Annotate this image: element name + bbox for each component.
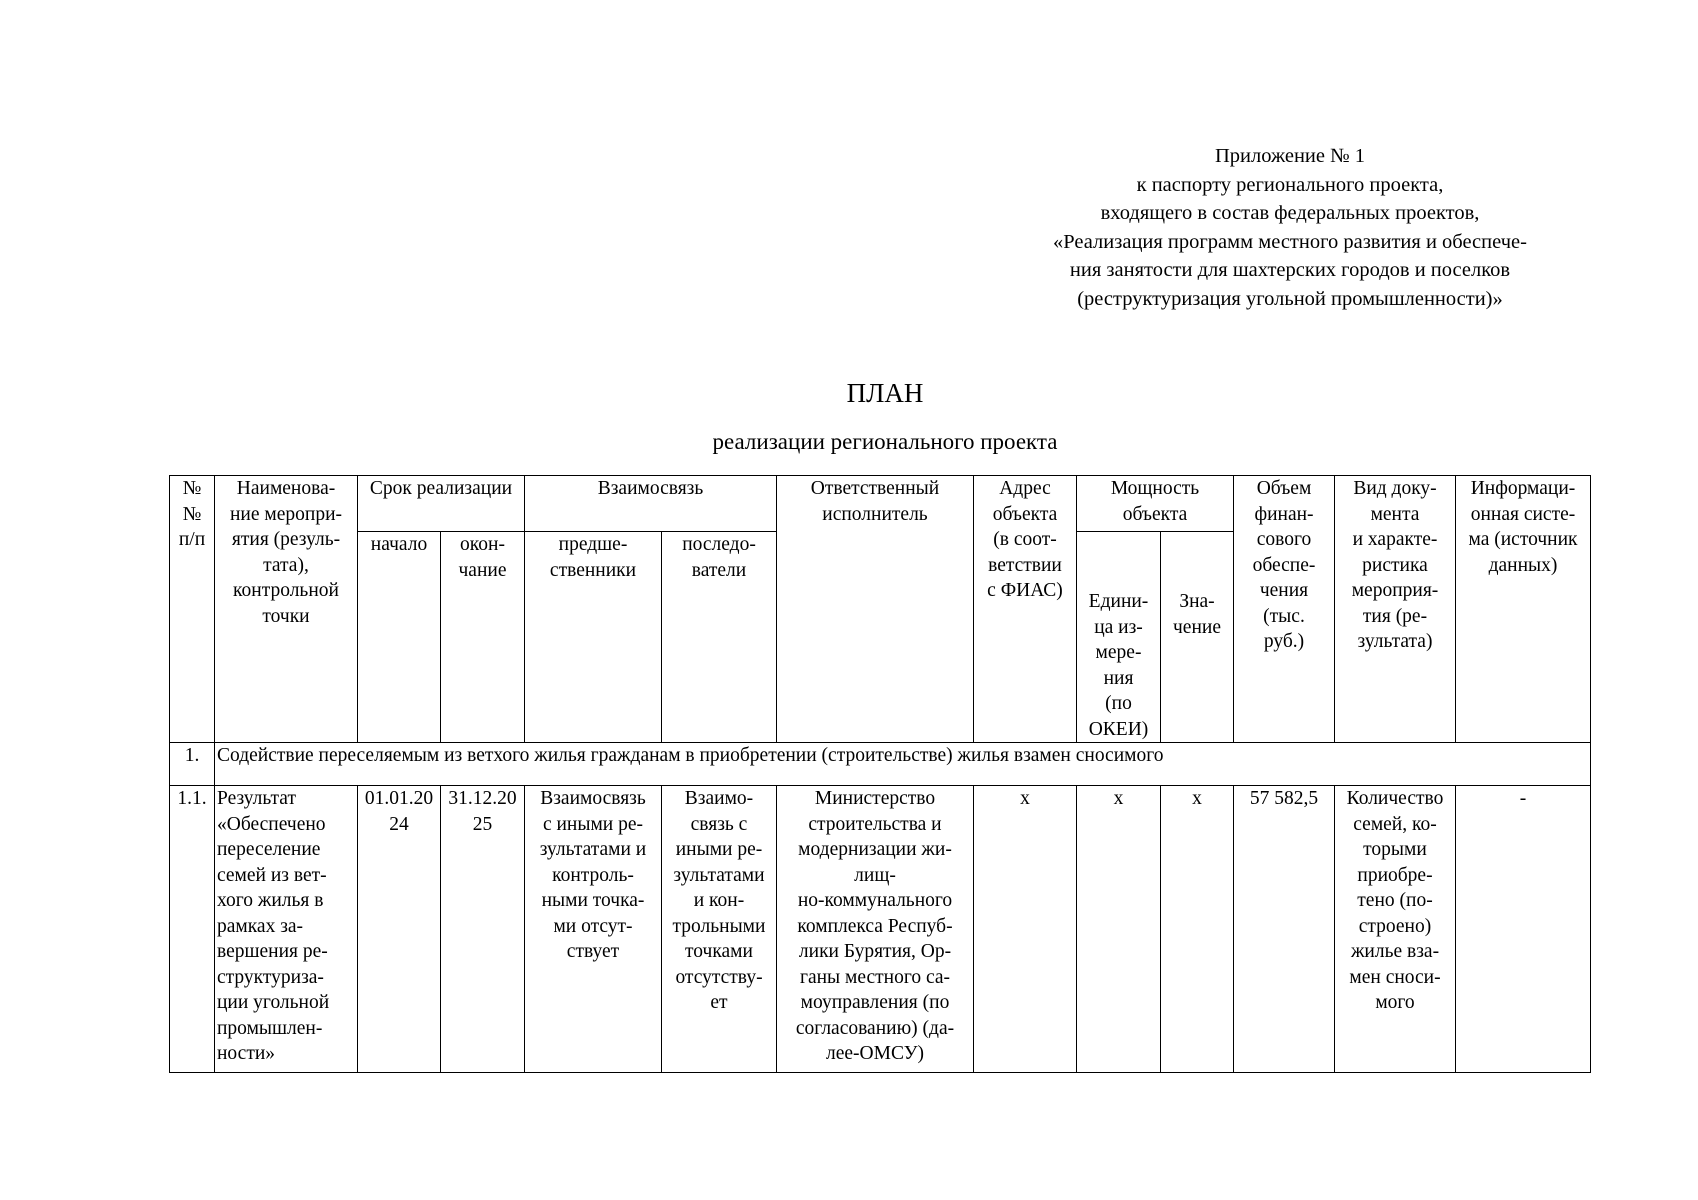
appendix-line: «Реализация программ местного развития и обеспече- — [1053, 230, 1527, 253]
header-doc-type: Вид доку- мента и характе- ристика мероприя- тия (ре- зультата) — [1335, 476, 1456, 743]
row-responsible: Министерство строительства и модернизации жи- лищ- но-коммунального комплекса Респуб- лики Бурятия, Ор- ганы местного са- моуправления (по согласованию) (да- лее-ОМСУ) — [777, 786, 974, 1073]
row-value: х — [1161, 786, 1234, 1073]
header-successors: последо- ватели — [662, 532, 777, 743]
appendix-line: ния занятости для шахтерских городов и поселков — [1069, 259, 1511, 281]
appendix-line: Приложение № 1 — [1214, 145, 1366, 167]
section-title: Содействие переселяемым из ветхого жилья гражданам в приобретении (строительстве) жилья взамен сносимого — [215, 743, 1591, 786]
header-unit: Едини- ца из- мере- ния (по ОКЕИ) — [1077, 532, 1161, 743]
row-num: 1.1. — [170, 786, 215, 1073]
header-relation: Взаимосвязь — [525, 476, 777, 532]
header-predecessors: предше- ственники — [525, 532, 662, 743]
header-info-system: Информаци- онная систе- ма (источник данных) — [1456, 476, 1591, 743]
row-address: х — [974, 786, 1077, 1073]
row-unit: х — [1077, 786, 1161, 1073]
document-title: ПЛАН — [846, 378, 924, 408]
row-name: Результат «Обеспечено переселение семей из вет- хого жилья в рамках за- вершения ре- структуриза- ции угольной промышлен- ности» — [215, 786, 358, 1073]
table-row — [170, 786, 1591, 1073]
section-row — [170, 743, 1591, 786]
header-end: окон- чание — [441, 532, 525, 743]
row-info-system: - — [1456, 786, 1591, 1073]
document-subtitle: реализации регионального проекта — [712, 429, 1058, 454]
appendix-line: (реструктуризация угольной промышленности)» — [1077, 287, 1503, 310]
header-address: Адрес объекта (в соот- ветствии с ФИАС) — [974, 476, 1077, 743]
header-value: Зна- чение — [1161, 532, 1234, 743]
row-end: 31.12.20 25 — [441, 786, 525, 1073]
plan-table — [169, 475, 1591, 1073]
appendix-line: к паспорту регионального проекта, — [1136, 173, 1444, 196]
row-predecessors: Взаимосвязь с иными ре- зультатами и контроль- ными точка- ми отсут- ствует — [525, 786, 662, 1073]
header-responsible: Ответственный исполнитель — [777, 476, 974, 743]
appendix-line: входящего в состав федеральных проектов, — [1100, 202, 1480, 224]
header-capacity: Мощность объекта — [1077, 476, 1234, 532]
row-finance: 57 582,5 — [1234, 786, 1335, 1073]
row-doc-type: Количество семей, ко- торыми приобре- тено (по- строено) жилье вза- мен сноси- мого — [1335, 786, 1456, 1073]
header-name: Наименова- ние меропри- ятия (резуль- тата), контрольной точки — [215, 476, 358, 743]
header-term: Срок реализации — [358, 476, 525, 532]
row-successors: Взаимо- связь с иными ре- зультатами и кон- трольными точками отсутству- ет — [662, 786, 777, 1073]
row-start: 01.01.20 24 — [358, 786, 441, 1073]
header-finance: Объем финан- сового обеспе- чения (тыс. руб.) — [1234, 476, 1335, 743]
header-start: начало — [358, 532, 441, 743]
appendix-heading — [990, 142, 1590, 313]
header-num: № № п/п — [170, 476, 215, 743]
section-num: 1. — [170, 743, 215, 786]
